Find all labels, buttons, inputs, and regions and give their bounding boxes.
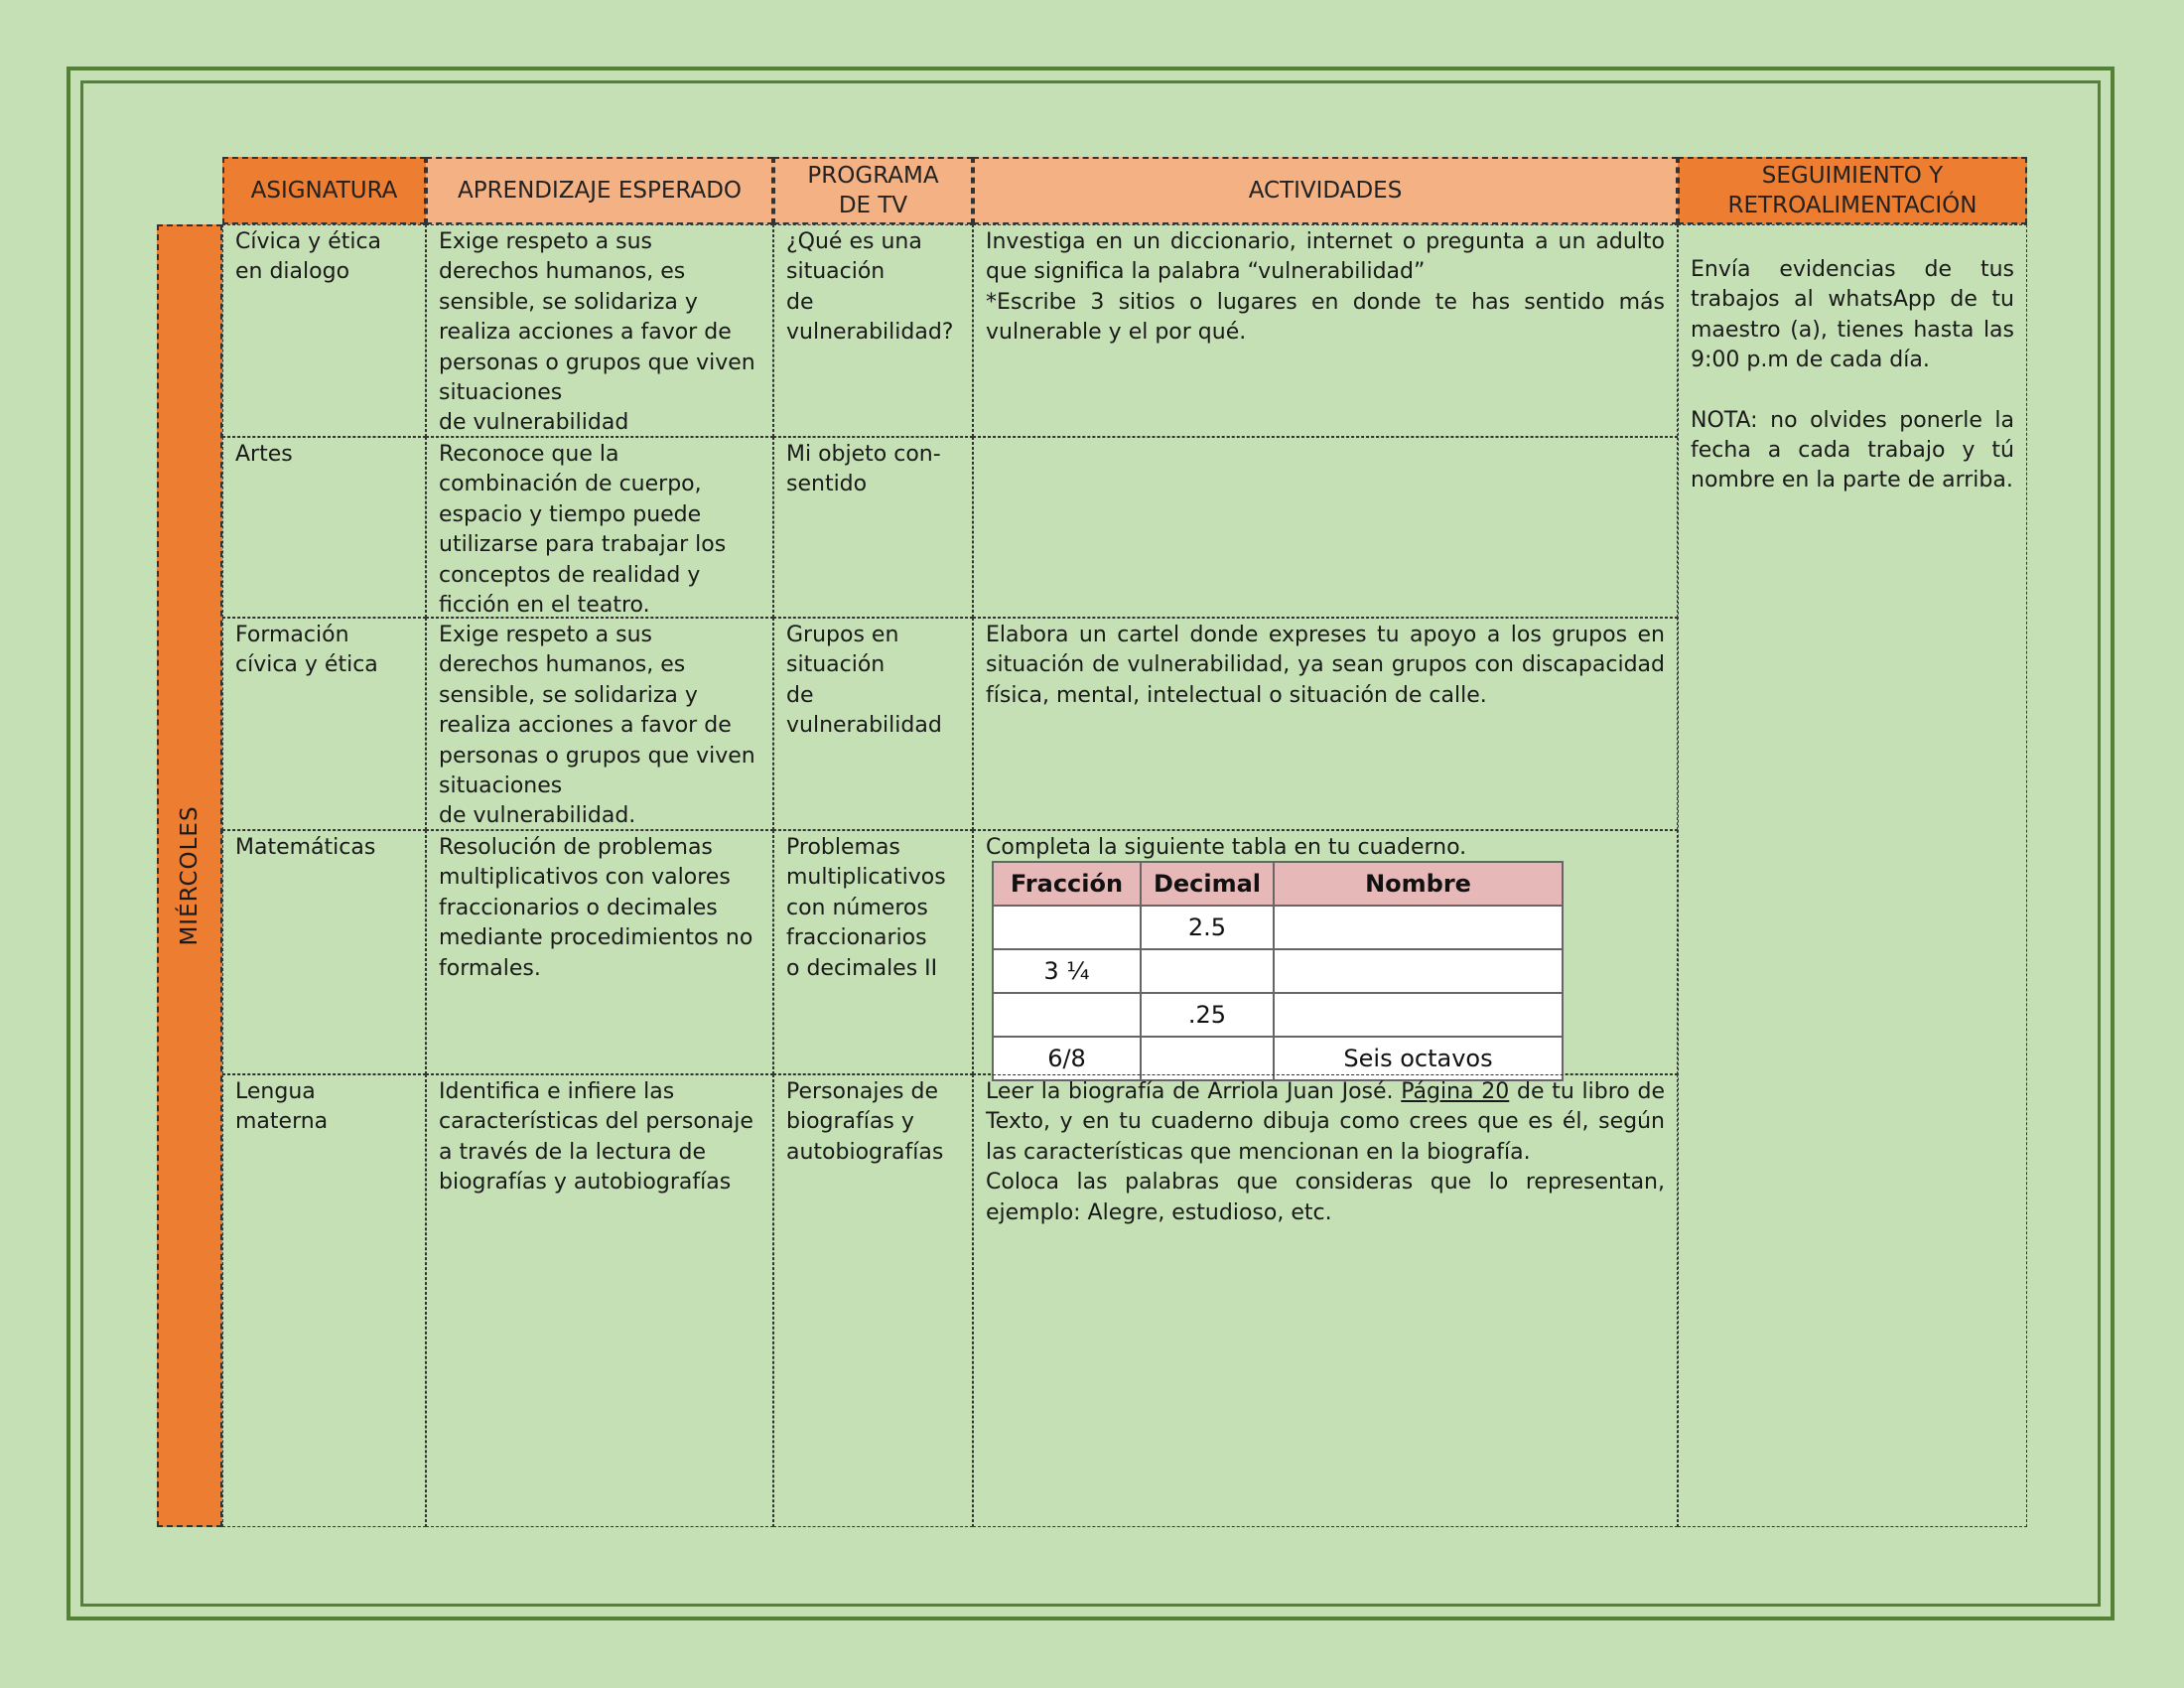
row1-aprendizaje: Exige respeto a sus derechos humanos, es sensible, se solidariza y realiza acciones a favor de personas o grupos que viven situaciones de vulnerabilidad (426, 224, 773, 437)
row1-actividades: Investiga en un diccionario, internet o pregunta a un adulto que significa la palabra “vulnerabilidad” *Escribe 3 sitios o lugares en donde te has sentido más vulnerable y el por qué. (973, 224, 1678, 437)
header-asignatura-label: ASIGNATURA (250, 178, 398, 204)
math-table-cell: Seis octavos (1274, 1037, 1563, 1080)
row3-programa: Grupos en situación de vulnerabilidad (773, 618, 973, 830)
row3-asignatura: Formación cívica y ética (222, 618, 426, 830)
row3-actividades: Elabora un cartel donde expreses tu apoyo a los grupos en situación de vulnerabilidad, ya sean grupos con discapacidad física, mental, intelectual o situación de calle. (973, 618, 1678, 830)
header-programa-label: PROGRAMA DE TV (807, 163, 939, 218)
math-table-row (993, 949, 1563, 993)
header-seguimiento-label: SEGUIMIENTO Y RETROALIMENTACIÓN (1727, 163, 1978, 218)
row1-programa: ¿Qué es una situación de vulnerabilidad? (773, 224, 973, 437)
math-table-header-decimal: Decimal (1141, 862, 1274, 906)
row4-programa: Problemas multiplicativos con números fraccionarios o decimales II (773, 830, 973, 1074)
math-table-cell: 2.5 (1141, 906, 1274, 949)
header-aprendizaje (426, 157, 773, 224)
row5-asignatura: Lengua materna (222, 1074, 426, 1527)
row2-programa: Mi objeto con- sentido (773, 437, 973, 618)
row2-aprendizaje: Reconoce que la combinación de cuerpo, espacio y tiempo puede utilizarse para trabajar los conceptos de realidad y ficción en el teatro. (426, 437, 773, 618)
row3-aprendizaje: Exige respeto a sus derechos humanos, es sensible, se solidariza y realiza acciones a favor de personas o grupos que viven situaciones de vulnerabilidad. (426, 618, 773, 830)
row5-actividades-text-1: Leer la biografía de Arriola Juan José. (986, 1079, 1402, 1104)
header-asignatura (222, 157, 426, 224)
math-table-cell (993, 993, 1141, 1037)
math-table-cell (1141, 949, 1274, 993)
math-table-cell: .25 (1141, 993, 1274, 1037)
row5-actividades (973, 1074, 1678, 1527)
math-table-row (993, 906, 1563, 949)
row2-asignatura: Artes (222, 437, 426, 618)
math-table-row (993, 993, 1563, 1037)
seguimiento-paragraph-1: Envía evidencias de tus trabajos al whatsApp de tu maestro (a), tienes hasta las 9:00 p.m de cada día. (1691, 257, 2014, 373)
math-table (992, 861, 1564, 1081)
math-table-cell (993, 906, 1141, 949)
math-table-header-fraccion: Fracción (993, 862, 1141, 906)
row1-asignatura: Cívica y ética en dialogo (222, 224, 426, 437)
row5-actividades-text-2: de tu libro de Texto, y en tu cuaderno dibuja como crees que es él, según las características que mencionan en la biografía. Coloca las palabras que consideras que lo representan, ejemplo: Alegre, estudioso, etc. (986, 1079, 1665, 1225)
seguimiento-paragraph-2: NOTA: no olvides ponerle la fecha a cada trabajo y tú nombre en la parte de arriba. (1691, 407, 2014, 493)
math-table-cell: 3 ¼ (993, 949, 1141, 993)
math-table-cell (1274, 993, 1563, 1037)
day-column (157, 224, 222, 1527)
math-table-header-row (993, 862, 1563, 906)
row5-programa: Personajes de biografías y autobiografías (773, 1074, 973, 1527)
math-table-header-nombre: Nombre (1274, 862, 1563, 906)
header-aprendizaje-label: APRENDIZAJE ESPERADO (457, 178, 743, 204)
header-programa (773, 157, 973, 224)
row5-aprendizaje: Identifica e infiere las características del personaje a través de la lectura de biografías y autobiografías (426, 1074, 773, 1527)
row4-asignatura: Matemáticas (222, 830, 426, 1074)
math-table-cell (1274, 906, 1563, 949)
row4-aprendizaje: Resolución de problemas multiplicativos con valores fraccionarios o decimales mediante procedimientos no formales. (426, 830, 773, 1074)
row2-actividades (973, 437, 1678, 618)
header-actividades-label: ACTIVIDADES (1248, 178, 1403, 204)
header-seguimiento (1678, 157, 2027, 224)
page-reference-link[interactable]: Página 20 (1401, 1079, 1510, 1104)
day-label: MIÉRCOLES (177, 805, 203, 946)
seguimiento-cell (1678, 224, 2027, 1527)
math-table-cell (1274, 949, 1563, 993)
row4-actividades-text: Completa la siguiente tabla en tu cuaderno. (986, 835, 1467, 860)
header-actividades (973, 157, 1678, 224)
math-table-cell: 6/8 (993, 1037, 1141, 1080)
